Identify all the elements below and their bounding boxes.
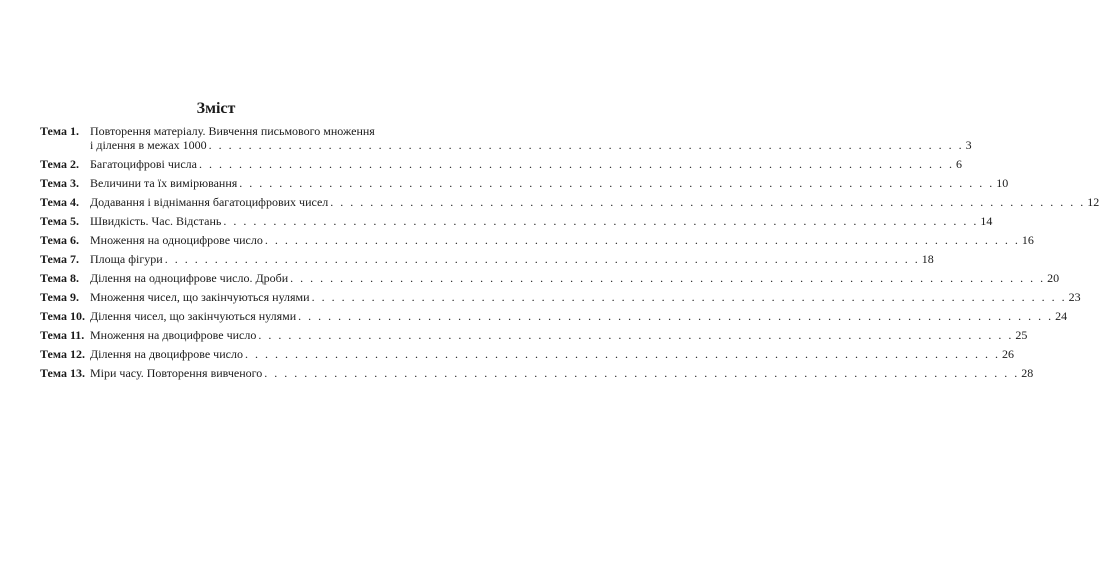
toc-entry-body [90, 233, 1034, 247]
toc-entry-line [90, 271, 1060, 285]
toc-entry-line [90, 290, 1081, 304]
toc-entry [40, 124, 972, 152]
toc-entry-body [90, 252, 934, 266]
toc-page-number: 24 [1055, 309, 1068, 323]
toc-entry-label: Тема 8. [40, 271, 79, 285]
toc-entry-label: Тема 5. [40, 214, 79, 228]
toc-entry-title: Багатоцифрові числа [90, 157, 197, 171]
toc-dot-leader: . . . . . . . . . . . . . . . . . . . . . . . . . . . . . . . . . . . . . . . . . . . . . . . . . . . . . . . . . . . . . . . . . . . . . . . . . . . . [298, 309, 1054, 323]
toc-entry-line [90, 252, 934, 266]
toc-entry-line [90, 157, 962, 171]
toc-dot-leader: . . . . . . . . . . . . . . . . . . . . . . . . . . . . . . . . . . . . . . . . . . . . . . . . . . . . . . . . . . . . . . . . . . . . . . . . . . . . [164, 252, 920, 266]
toc-entry-title: і ділення в межах 1000 [90, 138, 207, 152]
toc-entry [40, 157, 962, 171]
toc-dot-leader: . . . . . . . . . . . . . . . . . . . . . . . . . . . . . . . . . . . . . . . . . . . . . . . . . . . . . . . . . . . . . . . . . . . . . . . . . . . . [311, 290, 1067, 304]
toc-entry-line [90, 328, 1028, 342]
toc-entry [40, 176, 1009, 190]
toc-page-number: 20 [1047, 271, 1060, 285]
toc-entry-label: Тема 3. [40, 176, 79, 190]
toc-dot-leader: . . . . . . . . . . . . . . . . . . . . . . . . . . . . . . . . . . . . . . . . . . . . . . . . . . . . . . . . . . . . . . . . . . . . . . . . . . . . [330, 195, 1086, 209]
toc-entry-body [90, 328, 1028, 342]
toc-entry [40, 328, 1028, 342]
toc-entry-title: Міри часу. Повторення вивченого [90, 366, 263, 380]
toc-entry-body [90, 309, 1068, 323]
toc-dot-leader: . . . . . . . . . . . . . . . . . . . . . . . . . . . . . . . . . . . . . . . . . . . . . . . . . . . . . . . . . . . . . . . . . . . . . . . . . . . . [264, 366, 1020, 380]
toc-entry-body [90, 157, 962, 171]
toc-entry-body [90, 214, 993, 228]
toc-entry-title: Ділення на двоцифрове число [90, 347, 243, 361]
toc-entry [40, 214, 993, 228]
toc-dot-leader: . . . . . . . . . . . . . . . . . . . . . . . . . . . . . . . . . . . . . . . . . . . . . . . . . . . . . . . . . . . . . . . . . . . . . . . . . . . . [239, 176, 995, 190]
toc-entry-line [90, 233, 1034, 247]
toc-dot-leader: . . . . . . . . . . . . . . . . . . . . . . . . . . . . . . . . . . . . . . . . . . . . . . . . . . . . . . . . . . . . . . . . . . . . . . . . . . . . [264, 233, 1020, 247]
toc-entry-line [90, 347, 1014, 361]
toc-entry-line [90, 195, 1099, 209]
toc-entry-body [90, 124, 972, 152]
toc-entry-title: Площа фігури [90, 252, 163, 266]
toc-entry-title: Швидкість. Час. Відстань [90, 214, 222, 228]
toc-dot-leader: . . . . . . . . . . . . . . . . . . . . . . . . . . . . . . . . . . . . . . . . . . . . . . . . . . . . . . . . . . . . . . . . . . . . . . . . . . . . [244, 347, 1000, 361]
toc-page-number: 12 [1087, 195, 1099, 209]
toc-page-number: 3 [965, 138, 972, 152]
toc-entry-line [90, 214, 993, 228]
toc-page-number: 28 [1021, 366, 1034, 380]
toc-entry-line [90, 138, 972, 152]
toc-entry [40, 195, 1099, 209]
toc-entry-label: Тема 9. [40, 290, 79, 304]
toc-page-number: 18 [921, 252, 934, 266]
toc-page-number: 25 [1015, 328, 1028, 342]
toc-entry-line [90, 124, 388, 138]
toc-entry-body [90, 290, 1081, 304]
toc-entry [40, 347, 1014, 361]
toc-entry-body [90, 176, 1009, 190]
toc-entry-label: Тема 12. [40, 347, 85, 361]
toc-entry-label: Тема 7. [40, 252, 79, 266]
toc-entry-body [90, 366, 1034, 380]
toc-dot-leader: . . . . . . . . . . . . . . . . . . . . . . . . . . . . . . . . . . . . . . . . . . . . . . . . . . . . . . . . . . . . . . . . . . . . . . . . . . . . [290, 271, 1046, 285]
toc-entry-line [90, 176, 1009, 190]
toc-entry-line [90, 366, 1034, 380]
toc-entry-line [90, 309, 1068, 323]
toc-entry-title: Величини та їх вимірювання [90, 176, 238, 190]
toc-dot-leader: . . . . . . . . . . . . . . . . . . . . . . . . . . . . . . . . . . . . . . . . . . . . . . . . . . . . . . . . . . . . . . . . . . . . . . . . . . . . [258, 328, 1014, 342]
toc-entry [40, 309, 1068, 323]
toc-dot-leader: . . . . . . . . . . . . . . . . . . . . . . . . . . . . . . . . . . . . . . . . . . . . . . . . . . . . . . . . . . . . . . . . . . . . . . . . . . . . [208, 138, 964, 152]
toc-entry-title: Множення чисел, що закінчуються нулями [90, 290, 310, 304]
toc-entry-label: Тема 4. [40, 195, 79, 209]
toc-dot-leader: . . . . . . . . . . . . . . . . . . . . . . . . . . . . . . . . . . . . . . . . . . . . . . . . . . . . . . . . . . . . . . . . . . . . . . . . . . . . [223, 214, 979, 228]
toc-entry-title: Ділення на одноцифрове число. Дроби [90, 271, 289, 285]
toc-entry [40, 271, 1060, 285]
toc-dot-leader: . . . . . . . . . . . . . . . . . . . . . . . . . . . . . . . . . . . . . . . . . . . . . . . . . . . . . . . . . . . . . . . . . . . . . . . . . . . . [198, 157, 954, 171]
toc-entry [40, 290, 1081, 304]
toc-list [40, 124, 1099, 385]
toc-page-number: 23 [1068, 290, 1081, 304]
toc-entry-label: Тема 11. [40, 328, 85, 342]
toc-page-number: 16 [1021, 233, 1034, 247]
toc-entry-label: Тема 1. [40, 124, 79, 138]
toc-entry-label: Тема 13. [40, 366, 85, 380]
toc-entry-body [90, 195, 1099, 209]
toc-entry-body [90, 271, 1060, 285]
toc-entry [40, 252, 934, 266]
toc-entry-label: Тема 6. [40, 233, 79, 247]
toc-title: Зміст [196, 100, 236, 117]
toc-page-number: 6 [955, 157, 962, 171]
toc-page-number: 10 [996, 176, 1009, 190]
toc-entry-title: Множення на двоцифрове число [90, 328, 257, 342]
toc-entry-label: Тема 2. [40, 157, 79, 171]
toc-entry-label: Тема 10. [40, 309, 85, 323]
toc-entry-title: Множення на одноцифрове число [90, 233, 263, 247]
toc-entry-title: Додавання і віднімання багатоцифрових чисел [90, 195, 329, 209]
toc-entry [40, 366, 1034, 380]
toc-entry [40, 233, 1034, 247]
toc-entry-title: Повторення матеріалу. Вивчення письмового множення [90, 124, 375, 138]
toc-page-number: 14 [980, 214, 993, 228]
toc-entry-body [90, 347, 1014, 361]
toc-page-number: 26 [1001, 347, 1014, 361]
toc-entry-title: Ділення чисел, що закінчуються нулями [90, 309, 297, 323]
